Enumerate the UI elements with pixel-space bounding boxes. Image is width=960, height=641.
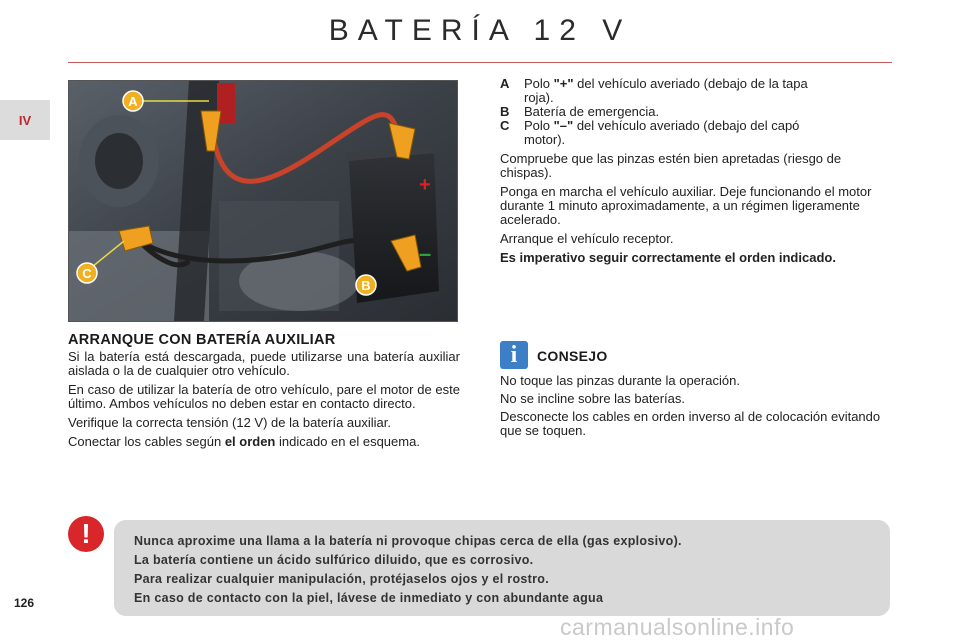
watermark: carmanualsonline.info bbox=[560, 614, 795, 640]
callout-b bbox=[356, 275, 376, 295]
paragraph-start-receiver: Arranque el vehículo receptor. bbox=[500, 231, 674, 246]
warning-line-protect: Para realizar cualquier manipulación, protéjaselos ojos y el rostro. bbox=[134, 572, 549, 586]
tip-lean: No se incline sobre las baterías. bbox=[500, 391, 685, 406]
warning-box bbox=[114, 520, 890, 616]
svg-text:C: C bbox=[82, 266, 92, 281]
warning-icon: ! bbox=[68, 516, 104, 552]
paragraph-verify-voltage: Verifique la correcta tensión (12 V) de la batería auxiliar. bbox=[68, 415, 392, 430]
callout-c bbox=[77, 263, 97, 283]
paragraph-start-auxiliary: Ponga en marcha el vehículo auxiliar. Deje funcionando el motor durante 1 minuto aproximadamente, a un régimen ligeramente acelerado. bbox=[500, 184, 872, 227]
tip-clamps: No toque las pinzas durante la operación. bbox=[500, 373, 740, 388]
consejo-body bbox=[500, 374, 894, 442]
paragraph-other-vehicle: En caso de utilizar la batería de otro vehículo, pare el motor de este último. Ambos vehículos no deben estar en contacto directo. bbox=[68, 382, 460, 411]
battery-plus-sign: + bbox=[419, 174, 431, 196]
legend-item-b: B Batería de emergencia. bbox=[500, 104, 660, 119]
page-title: BATERÍA 12 V bbox=[328, 14, 632, 47]
battery-jump-photo bbox=[68, 80, 458, 322]
paragraph-check-clamps: Compruebe que las pinzas estén bien apretadas (riesgo de chispas). bbox=[500, 151, 842, 180]
paragraph-discharged-battery: Si la batería está descargada, puede utilizarse una batería auxiliar aislada o la de cualquier otro vehículo. bbox=[68, 349, 460, 378]
chapter-tab[interactable]: IV bbox=[0, 100, 50, 140]
tip-disconnect: Desconecte los cables en orden inverso al de colocación evitando que se toquen. bbox=[500, 409, 881, 438]
warning-line-flame: Nunca aproxime una llama a la batería ni provoque chipas cerca de ella (gas explosivo). bbox=[134, 534, 682, 548]
section-heading: ARRANQUE CON BATERÍA AUXILIAR bbox=[68, 332, 336, 348]
paragraph-order-notice: Es imperativo seguir correctamente el orden indicado. bbox=[500, 250, 836, 265]
section-body bbox=[68, 350, 460, 454]
legend-item-c: C Polo "–" del vehículo averiado (debajo del capó motor). bbox=[500, 118, 800, 147]
engine-bay-illustration bbox=[69, 81, 457, 321]
battery-minus-sign: – bbox=[419, 241, 432, 266]
consejo-heading: CONSEJO bbox=[537, 348, 608, 364]
info-icon: i bbox=[500, 341, 528, 369]
page-number: 126 bbox=[14, 596, 35, 610]
paragraph-connect-cables: Conectar los cables según el orden indicado en el esquema. bbox=[68, 434, 420, 449]
warning-line-acid: La batería contiene un ácido sulfúrico diluido, que es corrosivo. bbox=[134, 553, 534, 567]
title-divider bbox=[68, 62, 892, 63]
legend-item-a: A Polo "+" del vehículo averiado (debajo de la tapa roja). bbox=[500, 76, 808, 105]
procedure-legend bbox=[500, 77, 894, 270]
svg-text:B: B bbox=[361, 278, 371, 293]
callout-a bbox=[123, 91, 143, 111]
warning-line-skin: En caso de contacto con la piel, lávese de inmediato y con abundante agua bbox=[134, 591, 604, 605]
svg-text:A: A bbox=[128, 94, 138, 109]
